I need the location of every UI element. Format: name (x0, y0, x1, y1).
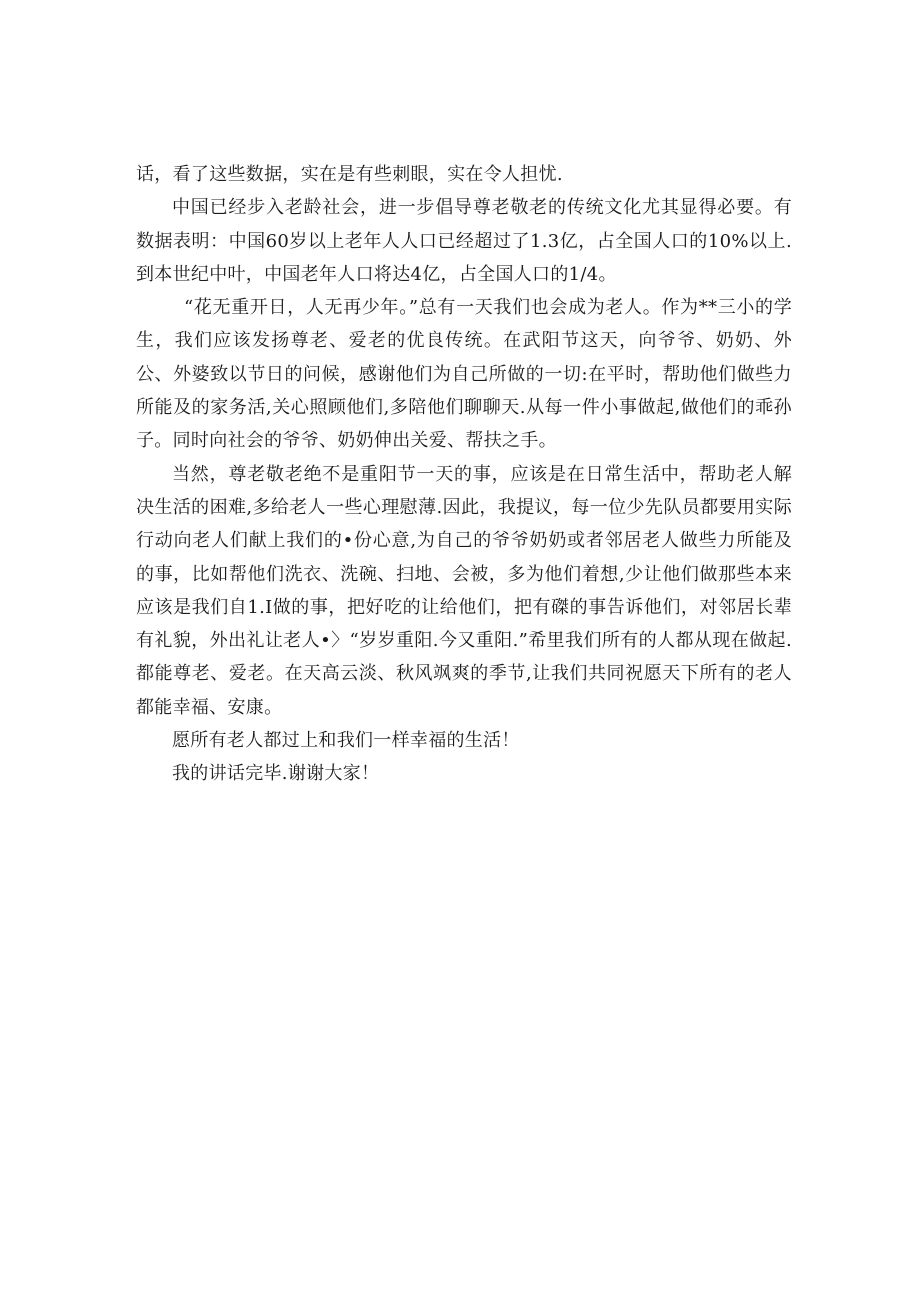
speech-body (136, 158, 792, 791)
paragraph-respect-elders: “花无重开日，人无再少年。”总有一天我们也会成为老人。作为**三小的学生，我们应该发扬尊老、爱老的优良传统。在武阳节这天，向爷爷、奶奶、外公、外婆致以节日的问候，感谢他们为自己所做的一切:在平时，帮助他们做些力所能及的家务活,关心照顾他们,多陪他们聊聊天.从每一件小事做起,做他们的乖孙子。同时向社会的爷爷、奶奶伸出关爱、帮扶之手。 (136, 297, 792, 452)
paragraph-continuation: 话，看了这些数据，实在是有些刺眼，实在令人担忧. (136, 164, 563, 185)
paragraph-aging-society: 中国已经步入老龄社会，进一步倡导尊老敬老的传统文化尤其显得必要。有数据表明：中国60岁以上老年人人口已经超过了1.3亿，占全国人口的10%以上.到本世纪中叶，中国老年人口将达4亿，占全国人口的1/4。 (136, 197, 792, 285)
paragraph-proposal: 当然，尊老敬老绝不是重阳节一天的事，应该是在日常生活中，帮助老人解决生活的困难,多给老人一些心理慰薄.因此，我提议，每一位少先队员都要用实际行动向老人们献上我们的•份心意,为自己的爷爷奶奶或者邻居老人做些力所能及的事，比如帮他们洗衣、洗碗、扫地、会被，多为他们着想,少让他们做那些本来应该是我们自1.I做的事，把好吃的让给他们，把有磔的事告诉他们，对邻居长辈有礼貌，外出礼让老人•〉“岁岁重阳.今又重阳.”希里我们所有的人都从现在做起.都能尊老、爱老。在天高云淡、秋风飒爽的季节,让我们共同祝愿天下所有的老人都能幸福、安康。 (136, 463, 792, 718)
paragraph-wish: 愿所有老人都过上和我们一样幸福的生活！ (172, 730, 520, 752)
paragraph-closing: 我的讲话完毕.谢谢大家！ (172, 763, 380, 785)
